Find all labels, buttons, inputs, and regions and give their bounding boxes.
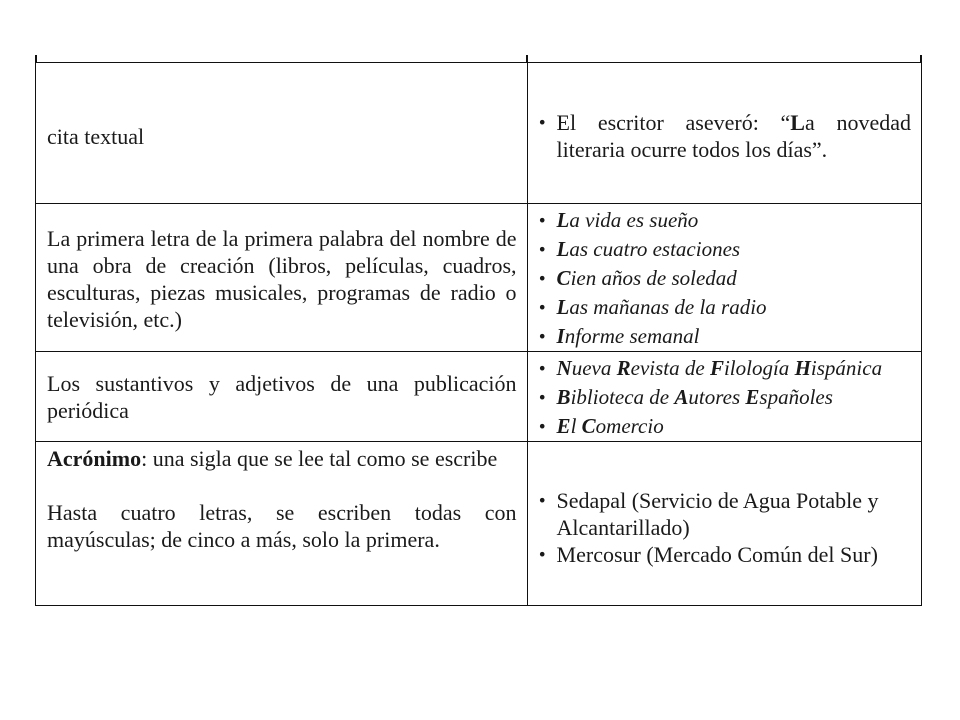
- example-text: spañoles: [759, 385, 833, 409]
- capital-letter: N: [556, 356, 572, 380]
- example-cell: [527, 204, 921, 352]
- capitalization-rules-table: [35, 62, 922, 606]
- example-text: l: [570, 414, 582, 438]
- table-row: [36, 63, 922, 204]
- example-text: ueva: [571, 356, 617, 380]
- capital-letter: F: [709, 356, 724, 380]
- example-text: as cuatro estaciones: [569, 237, 741, 261]
- rule-cell: [36, 63, 528, 204]
- capital-letter: A: [674, 385, 689, 409]
- acronym-definition: [47, 445, 517, 472]
- example-cell: [527, 442, 921, 606]
- capital-letter: C: [581, 414, 596, 438]
- example-text: ien años de soledad: [570, 266, 737, 290]
- example-text: a novedad literaria ocurre todos los días”.: [556, 110, 912, 162]
- defined-term: Acrónimo: [47, 446, 142, 471]
- example-text: ilología: [723, 356, 795, 380]
- example-text: ispánica: [810, 356, 883, 380]
- example-text: El escritor aseveró: “: [556, 110, 791, 135]
- example-list: [536, 109, 911, 163]
- example-item: • Mercosur (Mercado Común del Sur): [536, 541, 911, 568]
- example-item: • Sedapal (Servicio de Agua Potable y Alcantarillado): [536, 487, 911, 541]
- capital-letter: L: [556, 237, 570, 261]
- capital-letter: L: [790, 110, 805, 135]
- example-text: a vida es sueño: [569, 208, 699, 232]
- rule-cell: [36, 204, 528, 352]
- definition-text: : una sigla que se lee tal como se escribe: [141, 446, 498, 471]
- example-item: [536, 109, 911, 163]
- table-row: [36, 352, 922, 442]
- example-item: [536, 322, 911, 351]
- example-cell: [527, 352, 921, 442]
- table-row: [36, 442, 922, 606]
- example-list: [536, 487, 911, 568]
- capital-letter: H: [794, 356, 811, 380]
- example-text: nforme semanal: [564, 324, 700, 348]
- acronym-note: Hasta cuatro letras, se escriben todas con mayúsculas; de cinco a más, solo la primera.: [47, 500, 517, 552]
- example-text: iblioteca de: [570, 385, 675, 409]
- capital-letter: E: [745, 385, 760, 409]
- example-item: [536, 264, 911, 293]
- rule-text: La primera letra de la primera palabra del nombre de una obra de creación (libros, películas, cuadros, esculturas, piezas musicales, programas de radio o televisión, etc.): [47, 226, 517, 332]
- example-item: [536, 206, 911, 235]
- example-item: [536, 293, 911, 322]
- example-text: utores: [688, 385, 746, 409]
- capital-letter: L: [556, 295, 570, 319]
- rule-cell: [36, 442, 528, 606]
- capital-letter: L: [556, 208, 570, 232]
- rule-text: Los sustantivos y adjetivos de una publicación periódica: [47, 371, 517, 423]
- table-row: [36, 204, 922, 352]
- example-cell: [527, 63, 921, 204]
- example-list: [536, 354, 911, 441]
- capital-letter: C: [556, 266, 571, 290]
- rule-cell: [36, 352, 528, 442]
- rule-text: [36, 442, 527, 553]
- capital-letter: E: [556, 414, 571, 438]
- example-item: [536, 383, 911, 412]
- example-item: [536, 235, 911, 264]
- rule-text: cita textual: [47, 124, 145, 149]
- capital-letter: B: [556, 385, 571, 409]
- example-text: evista de: [630, 356, 710, 380]
- example-item: [536, 412, 911, 441]
- example-text: omercio: [595, 414, 664, 438]
- example-item: [536, 354, 911, 383]
- example-list: [536, 206, 911, 351]
- capital-letter: R: [616, 356, 631, 380]
- capital-letter: I: [556, 324, 565, 348]
- example-text: as mañanas de la radio: [569, 295, 767, 319]
